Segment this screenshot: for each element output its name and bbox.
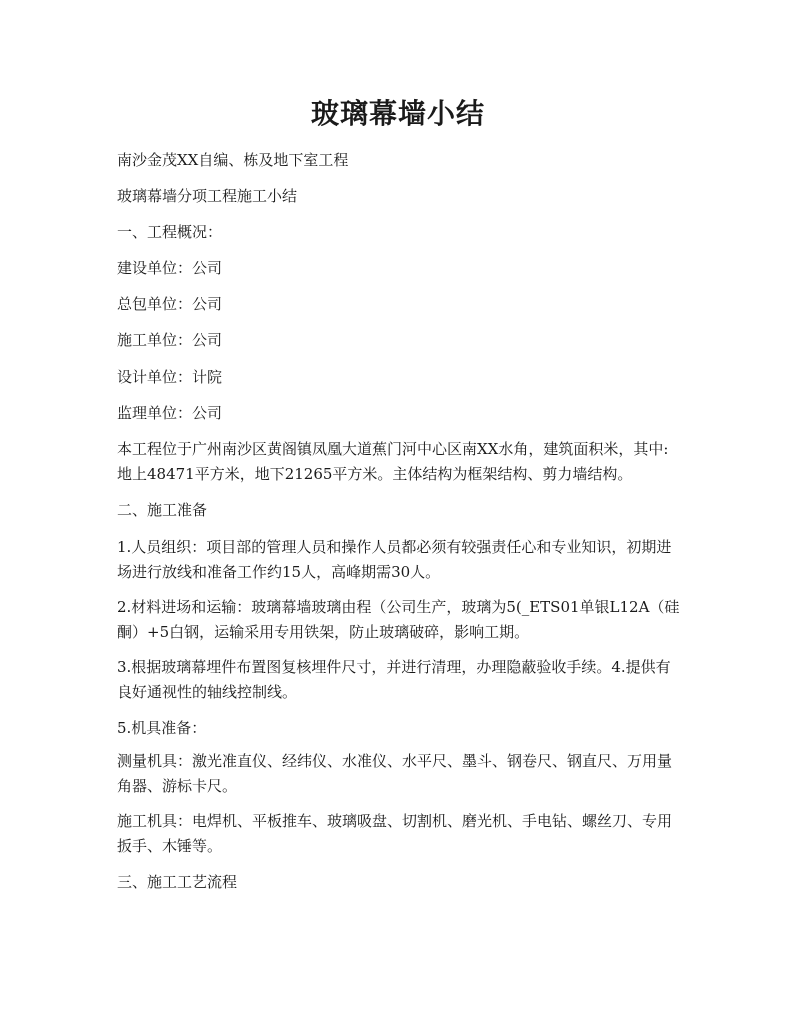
general-contractor-line: 总包单位：公司: [117, 295, 223, 313]
materials-paragraph: 2.材料进场和运输：玻璃幕墙玻璃由程（公司生产，玻璃为5(_ETS01单银L12A（硅酮）+5白钢，运输采用专用铁架，防止玻璃破碎，影响工期。: [117, 598, 680, 641]
design-unit-line: 设计单位：计院: [117, 368, 223, 386]
equipment-heading: 5.机具准备：: [117, 719, 207, 737]
construction-tools-paragraph: 施工机具：电焊机、平板推车、玻璃吸盘、切割机、磨光机、手电钻、螺丝刀、专用扳手、木锤等。: [117, 812, 673, 855]
document-title: 玻璃幕墙小结: [310, 97, 485, 130]
supervision-unit-line: 监理单位：公司: [117, 404, 223, 422]
section-heading-preparation: 二、施工准备: [117, 501, 208, 519]
section-heading-overview: 一、工程概况：: [117, 223, 223, 241]
builder-unit-line: 施工单位：公司: [117, 331, 223, 349]
embedded-parts-paragraph: 3.根据玻璃幕埋件布置图复核埋件尺寸，并进行清理，办理隐蔽验收手续。4.提供有良好通视性的轴线控制线。: [117, 658, 671, 701]
project-name: 南沙金茂XX自编、栋及地下室工程: [117, 151, 349, 169]
construction-unit-line: 建设单位：公司: [117, 259, 223, 277]
summary-subtitle: 玻璃幕墙分项工程施工小结: [117, 187, 298, 205]
staffing-paragraph: 1.人员组织：项目部的管理人员和操作人员都必须有较强责任心和专业知识，初期进场进行放线和准备工作约15人，高峰期需30人。: [117, 538, 672, 581]
measuring-tools-paragraph: 测量机具：激光准直仪、经纬仪、水准仪、水平尺、墨斗、钢卷尺、钢直尺、万用量角器、游标卡尺。: [117, 752, 673, 795]
section-heading-process: 三、施工工艺流程: [117, 873, 238, 891]
project-description: 本工程位于广州南沙区黄阁镇凤凰大道蕉门河中心区南XX水角，建筑面积米，其中:地上48471平方米，地下21265平方米。主体结构为框架结构、剪力墙结构。: [117, 440, 669, 483]
